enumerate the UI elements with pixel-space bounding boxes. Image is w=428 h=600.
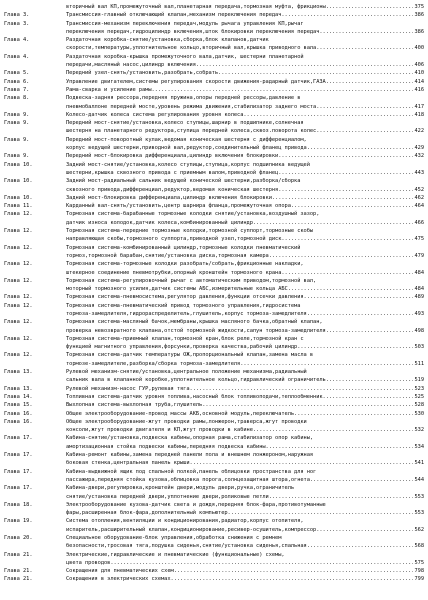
toc-entry <box>4 202 424 210</box>
toc-entry <box>4 393 424 401</box>
toc-entry <box>4 501 424 518</box>
toc-page-number: 534 <box>414 443 424 450</box>
toc-entry-text: цвета проводов <box>66 559 111 566</box>
toc-entry <box>4 260 424 277</box>
toc-leader-dots <box>278 169 413 177</box>
toc-leader-dots <box>291 202 414 210</box>
toc-entry-text: Раздаточная коробка-крышка промежуточного вала,датчик, шестерни планетарной <box>66 53 304 60</box>
toc-chapter-label: Глава 12. <box>4 277 33 284</box>
toc-entry <box>4 227 424 244</box>
toc-entry <box>4 451 424 468</box>
toc-entry <box>4 410 424 418</box>
toc-entry-text: Трансмиссия-главный отключающий клапан,механизм переключения передач <box>66 12 282 19</box>
toc-page-number: 443 <box>414 169 424 176</box>
toc-entry <box>4 418 424 435</box>
toc-entry <box>4 567 424 575</box>
toc-page-number: 798 <box>414 568 424 575</box>
toc-entry-text: Тормозная система-передние тормозные колодки,тормозной суппорт,тормозные скобы <box>66 228 314 235</box>
toc-page-number: 410 <box>414 70 424 77</box>
toc-chapter-label: Глава 12. <box>4 335 33 342</box>
toc-page-number: 484 <box>414 286 424 293</box>
toc-chapter-label: Глава 15. <box>4 402 33 409</box>
toc-entry <box>4 517 424 534</box>
toc-entry <box>4 368 424 385</box>
toc-entry-text: Передний мост-блокировка дифференциала,цилиндр включения блокировки <box>66 153 279 160</box>
toc-leader-dots <box>269 252 414 260</box>
toc-leader-dots <box>269 493 414 501</box>
toc-entry <box>4 318 424 335</box>
toc-leader-dots <box>316 526 413 534</box>
toc-page-number: 519 <box>414 377 424 384</box>
toc-page-number: 422 <box>414 128 424 135</box>
toc-entry-text: Выхлопная система-выхлопная труба,глушитель <box>66 402 203 409</box>
toc-entry <box>4 111 424 119</box>
toc-leader-dots <box>253 219 414 227</box>
toc-entry-text: Задний мост-блокировка дифференциала,цилиндр включения блокировки <box>66 194 272 201</box>
toc-page-number: 429 <box>414 145 424 152</box>
toc-entry <box>4 36 424 53</box>
toc-page-number: 575 <box>414 559 424 566</box>
toc-chapter-label: Глава 17. <box>4 435 33 442</box>
toc-entry-text: Тормозная система-приемный клапан,тормозной кран,блок реле,тормозной кран с <box>66 335 304 342</box>
toc-page-number: 562 <box>414 526 424 533</box>
toc-entry-text: Кабина-снятие/установка,подвеска кабины,опорная рама,стабилизатор опор кабины, <box>66 435 314 442</box>
toc-chapter-label: Глава 5. <box>4 70 30 77</box>
toc-entry-text: Тормозная система-тормозные колодки разобрать/собрать,фрикционные накладки, <box>66 261 304 268</box>
toc-entry-text: Электрооборудование кузова-датчик света и дождя,передняя блок-фара,противотуманные <box>66 501 326 508</box>
toc-leader-dots <box>307 542 414 550</box>
toc-leader-dots <box>326 376 414 384</box>
toc-page-number: 479 <box>414 252 424 259</box>
toc-entry-text: тормозе-замедлителе,разборка/сборка тормоза-замедлителя <box>66 360 241 367</box>
toc-leader-dots <box>190 385 414 393</box>
toc-entry <box>4 177 424 194</box>
toc-leader-dots <box>272 194 414 202</box>
toc-entry-text: датчик износа колодок,датчик колеса,комбинированный цилиндр <box>66 219 253 226</box>
toc-entry <box>4 194 424 202</box>
toc-leader-dots <box>266 443 414 451</box>
toc-leader-dots <box>281 11 413 19</box>
toc-leader-dots <box>281 269 413 277</box>
toc-page-number: 503 <box>414 344 424 351</box>
toc-entry <box>4 468 424 485</box>
toc-entry-text: Сокращения в электрических схемах <box>66 576 171 583</box>
toc-entry-text: Топливная система-датчик уровня топлива,насосный блок топливоподачи,теплообменник <box>66 393 323 400</box>
toc-page-number: 375 <box>414 4 424 10</box>
toc-chapter-label: Глава 20. <box>4 535 33 541</box>
toc-entry-text: Рулевой механизм-насос ГУР,рулевая тяга <box>66 385 190 392</box>
toc-page-number: 528 <box>414 402 424 409</box>
toc-page-number: 466 <box>414 219 424 226</box>
toc-page-number: 511 <box>414 360 424 367</box>
toc-page-number: 489 <box>414 294 424 301</box>
toc-page-number: 799 <box>414 576 424 583</box>
toc-chapter-label: Глава 12. <box>4 302 33 309</box>
toc-chapter-label: Глава 9. <box>4 120 30 127</box>
toc-leader-dots <box>240 360 413 368</box>
toc-continuation <box>4 3 424 11</box>
toc-leader-dots <box>171 575 414 583</box>
toc-page-number: 523 <box>414 385 424 392</box>
toc-leader-dots <box>281 235 413 243</box>
toc-page-number: 386 <box>414 28 424 35</box>
toc-leader-dots <box>228 509 414 517</box>
toc-entry-text: безопасности,тросовая тяга,подушка сиденья,снятие/установка сиденья,спальная <box>66 543 307 550</box>
toc-chapter-label: Глава 19. <box>4 518 33 525</box>
toc-entry-text: Рулевой механизм-снятие/установка,центральное положение механизма,радиальный <box>66 369 307 376</box>
toc-entry <box>4 575 424 583</box>
toc-entry <box>4 401 424 409</box>
toc-page-number: 493 <box>414 310 424 317</box>
toc-leader-dots <box>310 476 414 484</box>
toc-leader-dots <box>307 310 414 318</box>
toc-entry-text: Подвеска-задняя рессора,передняя пружина,опоры передней рессоры,давление в <box>66 95 301 102</box>
toc-entry-text: сальник вала в клапанной коробке,уплотнительное кольцо,гидравлический ограничитель <box>66 377 326 384</box>
toc-entry-text: Кабина-двери,регулировка,кронштейн двери,модуль двери,ручка,ограничитель <box>66 485 295 492</box>
toc-entry-text: сквозного привода,дифференциал,редуктор,ведомая коническая шестерня <box>66 186 279 193</box>
toc-entry <box>4 210 424 227</box>
toc-entry-text: Общее электрооборудование-жгут проводки рамы,лонжерон,траверса,жгут проводки <box>66 418 307 425</box>
toc-entry <box>4 534 424 551</box>
toc-entry-text: Управление двигателем,системы регулирования скорости движения-радарный датчик,ГАЗА <box>66 78 326 85</box>
toc-chapter-label: Глава 9. <box>4 111 30 118</box>
toc-page-number: 498 <box>414 327 424 334</box>
toc-entry-text: скорости,температуры,уплотнительное кольцо,вторичный вал,крышка приводного вала <box>66 45 317 52</box>
toc-entry-text: шестерня на планетарного редуктора,ступица передней колеса,сквоз.поворота колес <box>66 128 317 135</box>
toc-entry-text: тормоз,тормозной барабан,снятие/установка диска,тормозная камера <box>66 252 269 259</box>
toc-leader-dots <box>243 111 413 119</box>
toc-entry <box>4 434 424 451</box>
toc-chapter-label: Глава 11. <box>4 203 33 210</box>
toc-entry <box>4 86 424 94</box>
toc-page-number: 432 <box>414 153 424 160</box>
toc-entry <box>4 551 424 568</box>
toc-entry-text: штекерное соединение пневмотрубки,опорный кронштейн тормозного крана <box>66 269 282 276</box>
toc-chapter-label: Глава 9. <box>4 153 30 160</box>
toc-leader-dots <box>202 401 413 409</box>
toc-entry-text: Тормозная система-барабанные тормозные колодки снятие/установка,воздушный зазор, <box>66 211 320 218</box>
toc-leader-dots <box>316 103 413 111</box>
table-of-contents <box>4 3 424 584</box>
toc-entry-text: Тормозная система-масляный бачок,мембраны,крышка масляного бачка,обратный клапан, <box>66 319 323 326</box>
toc-chapter-label: Глава 12. <box>4 352 33 359</box>
toc-entry <box>4 78 424 86</box>
toc-chapter-label: Глава 13. <box>4 385 33 392</box>
toc-chapter-label: Глава 12. <box>4 294 33 301</box>
toc-leader-dots <box>326 78 414 86</box>
toc-chapter-label: Глава 21. <box>4 576 33 583</box>
toc-entry-text: функцией магнитного управления,форсунки,проверка качества,рабочий цилиндр <box>66 344 298 351</box>
toc-leader-dots <box>253 426 414 434</box>
toc-chapter-label: Глава 3. <box>4 20 30 27</box>
toc-entry-text: пневмобаллоне передней мосте,уровень режима движения,стабилизатор заднего моста <box>66 103 317 110</box>
toc-entry <box>4 335 424 352</box>
toc-entry <box>4 136 424 153</box>
toc-entry-text: Тормозная система-датчик температуры ОЖ,пропорциональный клапан,замена масла в <box>66 352 314 359</box>
toc-chapter-label: Глава 17. <box>4 468 33 475</box>
toc-page-number: 417 <box>414 103 424 110</box>
toc-leader-dots <box>196 61 414 69</box>
toc-leader-dots <box>326 327 414 335</box>
toc-entry-text: вторичный вал КП,промежуточный вал,планетарная передача,тормозная муфта, фрикционы <box>66 4 326 10</box>
toc-leader-dots <box>294 410 413 418</box>
toc-leader-dots <box>316 44 413 52</box>
toc-entry-text: Задний мост-радиальный сальник ведущей конической шестерни,разборка/сборка <box>66 178 301 185</box>
toc-entry-text: Тормозная система-пневматический привод тормозного управления,гидросистема <box>66 302 301 309</box>
toc-chapter-label: Глава 7. <box>4 86 30 93</box>
toc-entry-text: амортизационная стойка подвески кабины,передняя подвеска кабины <box>66 443 266 450</box>
toc-page-number: 462 <box>414 194 424 201</box>
toc-page-number: 568 <box>414 543 424 550</box>
toc-entry-text: переключения передач,гидроцилиндр включения,шток блокировки переключения передач <box>66 28 320 35</box>
toc-entry-text: Раздаточная коробка-снятие/установка,сборка,блок клапанов,датчик <box>66 37 269 44</box>
toc-entry-text: Передний узел-снять/установить,разобрать,собрать <box>66 70 219 77</box>
toc-leader-dots <box>297 343 413 351</box>
toc-leader-dots <box>307 144 414 152</box>
toc-page-number: 553 <box>414 510 424 517</box>
toc-entry-text: пассажира,передняя стойка кузова,облицовка порога,солнцезащитная штора,огнета <box>66 476 310 483</box>
toc-chapter-label: Глава 13. <box>4 369 33 376</box>
toc-chapter-label: Глава 12. <box>4 211 33 218</box>
toc-leader-dots <box>152 86 414 94</box>
toc-chapter-label: Глава 6. <box>4 78 30 85</box>
toc-leader-dots <box>304 293 414 301</box>
toc-leader-dots <box>319 28 413 36</box>
toc-entry <box>4 385 424 393</box>
toc-entry-text: консоли,жгут проводки двигателя и КП,жгут проводки в кабине <box>66 427 253 434</box>
toc-entry <box>4 20 424 37</box>
toc-leader-dots <box>278 152 413 160</box>
toc-entry-text: Сокращения для пневматических схем <box>66 568 174 575</box>
toc-leader-dots <box>174 567 414 575</box>
toc-entry-text: направляющая скобы,тормозного суппорта,приводной узел,тормозной диск <box>66 236 282 243</box>
toc-page-number: 452 <box>414 186 424 193</box>
toc-page-number: 553 <box>414 493 424 500</box>
toc-entry-text: Общее электрооборудование-провод массы АКБ,основной модуль,переключатель <box>66 410 295 417</box>
toc-leader-dots <box>110 559 413 567</box>
toc-chapter-label: Глава 3. <box>4 12 30 19</box>
toc-entry-text: Тормозная система-регулировочный рычаг с автоматическим приводом,тормозной вал, <box>66 277 317 284</box>
toc-chapter-label: Глава 4. <box>4 53 30 60</box>
toc-page-number: 541 <box>414 460 424 467</box>
toc-page-number: 530 <box>414 410 424 417</box>
toc-entry <box>4 152 424 160</box>
toc-page-number: 406 <box>414 62 424 69</box>
toc-entry-text: боковая стенка,центральная панель крыши <box>66 460 190 467</box>
toc-entry-text: Специальное оборудование-блок управления,обработка снижения с ремнем <box>66 535 282 541</box>
toc-entry <box>4 244 424 261</box>
toc-entry <box>4 351 424 368</box>
toc-chapter-label: Глава 16. <box>4 410 33 417</box>
toc-entry-text: Тормозная система-комбинированный цилиндр,тормозные колодки пневматический <box>66 244 301 251</box>
toc-entry-text: Колесо-датчик колеса система регулирования уровня колеса <box>66 111 244 118</box>
toc-entry-text: проверка невозвратного клапана,отстой тормозной жидкости,сапун тормоза-замедлителя <box>66 327 326 334</box>
toc-page-number: 418 <box>414 111 424 118</box>
toc-entry-text: фары,расширенная блок-фара,дополнительный компьютер <box>66 510 228 517</box>
toc-entry-text: Кабина-ремонт кабины,замена передней панели пола и внешнем лонжероном,наружная <box>66 452 314 459</box>
toc-page-number: 532 <box>414 427 424 434</box>
toc-chapter-label: Глава 17. <box>4 452 33 459</box>
toc-entry <box>4 69 424 77</box>
toc-chapter-label: Глава 8. <box>4 95 30 102</box>
toc-chapter-label: Глава 14. <box>4 393 33 400</box>
toc-entry-text: Рама-сварка и усиление рамы <box>66 86 152 93</box>
toc-entry-text: снятие/установка передней двери,уплотнение двери,роликовые петли <box>66 493 269 500</box>
toc-entry-text: Кабина-выдвижной ящик под спальной полкой,панель облицовки пространства для ног <box>66 468 317 475</box>
toc-page-number: 544 <box>414 476 424 483</box>
toc-entry-text: корпус ведущей шестерни,приводной вал,редуктор,соединительный фланец привода <box>66 145 307 152</box>
toc-chapter-label: Глава 12. <box>4 228 33 235</box>
toc-chapter-label: Глава 12. <box>4 244 33 251</box>
toc-entry <box>4 484 424 501</box>
toc-chapter-label: Глава 16. <box>4 418 33 425</box>
toc-leader-dots <box>190 459 414 467</box>
toc-page-number: 464 <box>414 203 424 210</box>
toc-chapter-label: Глава 21. <box>4 551 33 558</box>
toc-chapter-label: Глава 10. <box>4 178 33 185</box>
toc-entry <box>4 119 424 136</box>
toc-chapter-label: Глава 17. <box>4 485 33 492</box>
toc-entry <box>4 53 424 70</box>
toc-chapter-label: Глава 10. <box>4 194 33 201</box>
toc-leader-dots <box>323 393 414 401</box>
toc-chapter-label: Глава 12. <box>4 319 33 326</box>
toc-entry-text: испаритель,расширительный клапан,кондиционирование,ресивер-осушитель,компрессор <box>66 526 317 533</box>
toc-leader-dots <box>326 3 414 11</box>
toc-entry <box>4 11 424 19</box>
toc-entry <box>4 161 424 178</box>
toc-page-number: 386 <box>414 12 424 19</box>
toc-entry-text: Карданный вал-снять/установить,центр шарнира фланца,промежуточная опора <box>66 203 291 210</box>
toc-entry-text: Передний мост-поворотный кулак,ведомая коническая шестерня с дифференциалом, <box>66 136 307 143</box>
toc-entry-text: Задний мост-снятие/установка,колесо ступицы,ступица,корпус подшипника ведущей <box>66 161 310 168</box>
toc-page-number: 475 <box>414 236 424 243</box>
toc-entry-text: тормоза-замедлителя,гидрораспределитель,глушитель,корпус тормоза-замедлителя <box>66 310 307 317</box>
toc-page-number: 400 <box>414 45 424 52</box>
toc-entry-list <box>4 11 424 583</box>
toc-entry-text: Трансмиссия-механизм переключения передач,модуль рычага управления КП,рычаг <box>66 20 304 27</box>
toc-entry <box>4 302 424 319</box>
toc-chapter-label: Глава 21. <box>4 568 33 575</box>
toc-entry-text: Тормозная система-пневмосистема,регулятор давления,функции отсечки давления <box>66 294 304 301</box>
toc-entry <box>4 94 424 111</box>
toc-leader-dots <box>316 127 413 135</box>
toc-page-number: 525 <box>414 393 424 400</box>
toc-entry-text: шестерни,крышка сквозного привода с приемным валом,приводной фланец <box>66 169 279 176</box>
toc-chapter-label: Глава 9. <box>4 136 30 143</box>
toc-leader-dots <box>288 285 414 293</box>
toc-entry-text: Электрические,гидравлические и пневматические (функциональные) схемы, <box>66 551 285 558</box>
toc-leader-dots <box>278 186 413 194</box>
toc-chapter-label: Глава 12. <box>4 261 33 268</box>
toc-page-number: 414 <box>414 78 424 85</box>
toc-chapter-label: Глава 10. <box>4 161 33 168</box>
toc-entry-text: передачи,масляный насос,цилиндр включения <box>66 62 196 69</box>
toc-entry <box>4 277 424 294</box>
toc-entry-text: Передний мост-снятие/установка,колесо ступицы,шарнир в подшипнике,солнечная <box>66 120 304 127</box>
toc-leader-dots <box>218 69 413 77</box>
toc-entry <box>4 293 424 301</box>
toc-entry-text: моторный тормозного усилия,датчик системы АБС,измерительные кольца АБС <box>66 286 288 293</box>
toc-entry-text: Система отопления,вентиляции и кондиционирования,радиатор,корпус отопителя, <box>66 518 304 525</box>
toc-chapter-label: Глава 4. <box>4 37 30 44</box>
toc-chapter-label: Глава 18. <box>4 501 33 508</box>
toc-page-number: 484 <box>414 269 424 276</box>
toc-page-number: 416 <box>414 86 424 93</box>
